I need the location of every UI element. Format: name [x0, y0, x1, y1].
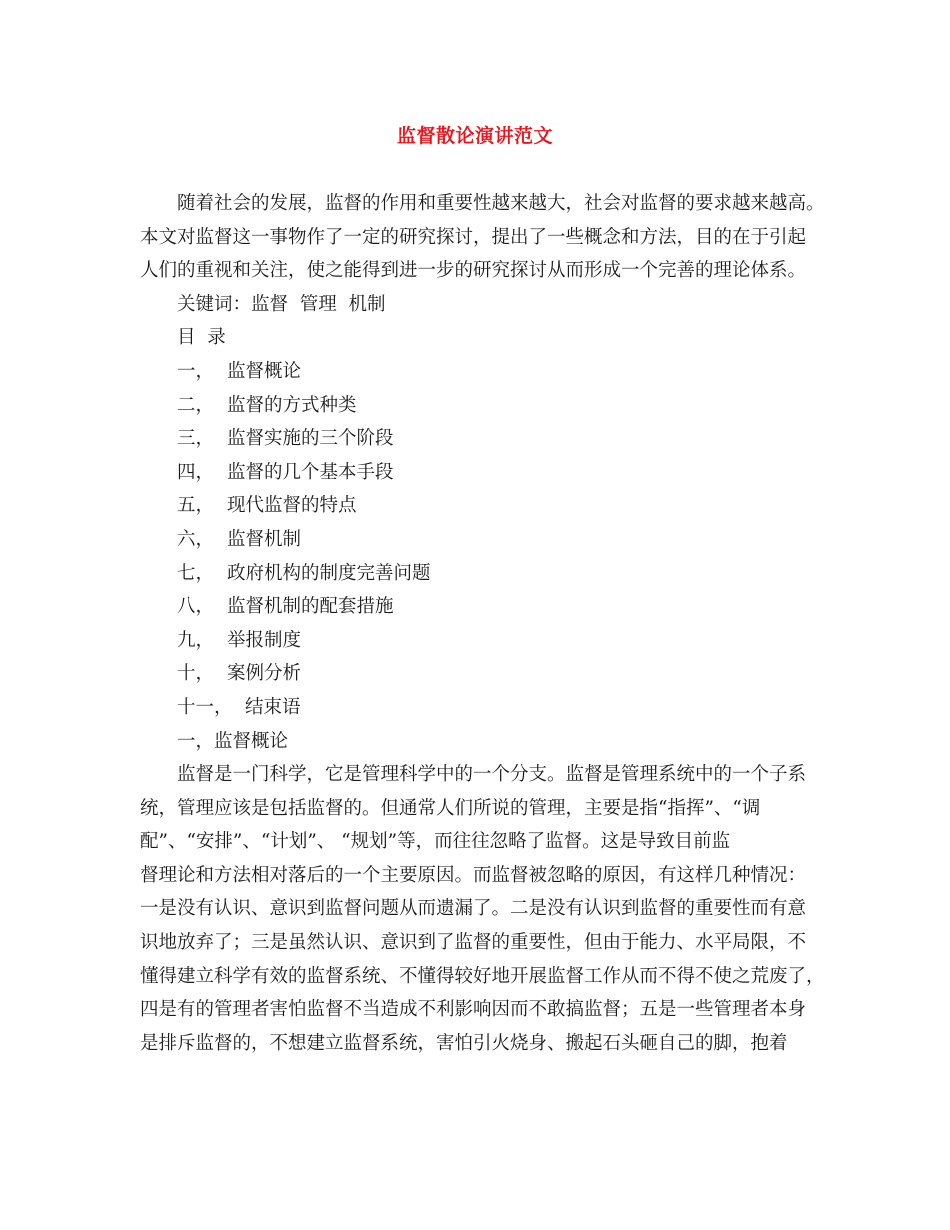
- toc-item-number: 九，: [177, 629, 215, 651]
- toc-item-text: 结束语: [245, 696, 301, 718]
- toc-item: [140, 422, 840, 456]
- abstract-line: 本文对监督这一事物作了一定的研究探讨，提出了一些概念和方法，目的在于引起: [140, 226, 807, 248]
- toc-item: [140, 691, 840, 725]
- abstract-line: 人们的重视和关注，使之能得到进一步的研究探讨从而形成一个完善的理论体系。: [140, 260, 807, 282]
- abstract-line: 随着社会的发展，监督的作用和重要性越来越大，社会对监督的要求越来越高。: [177, 193, 825, 214]
- toc-item-number: 五，: [177, 495, 215, 517]
- toc-item-text: 监督机制的配套措施: [227, 596, 394, 618]
- paragraph-line: 四是有的管理者害怕监督不当造成不利影响因而不敢搞监督；五是一些管理者本身: [140, 999, 807, 1021]
- toc-item: [140, 456, 840, 490]
- paragraph-line: 督理论和方法相对落后的一个主要原因。而监督被忽略的原因，有这样几种情况：: [140, 864, 807, 886]
- toc-item-text: 监督实施的三个阶段: [227, 428, 394, 450]
- toc-item-number: 十，: [177, 663, 215, 685]
- paragraph-line: 统，管理应该是包括监督的。但通常人们所说的管理，主要是指“指挥”、“调: [140, 797, 761, 819]
- document-body: [140, 187, 840, 1060]
- toc-item: [140, 489, 840, 523]
- toc-item-text: 政府机构的制度完善问题: [227, 562, 431, 584]
- toc-item-text: 监督概论: [227, 360, 302, 382]
- toc-item-text: 案例分析: [227, 663, 302, 685]
- toc-item-text: 举报制度: [227, 629, 302, 651]
- toc-item-number: 三，: [177, 428, 215, 450]
- toc-item-number: 二，: [177, 394, 215, 416]
- toc-item-text: 现代监督的特点: [227, 495, 357, 517]
- toc-item-number: 七，: [177, 562, 215, 584]
- toc-item: [140, 355, 840, 389]
- section-heading: 一，监督概论: [177, 730, 289, 752]
- toc-item-number: 一，: [177, 360, 215, 382]
- paragraph-line: 配”、“安排”、“计划”、 “规划”等，而往往忽略了监督。这是导致目前监: [140, 831, 731, 853]
- toc-item-number: 十一，: [177, 696, 233, 718]
- paragraph-line: 懂得建立科学有效的监督系统、不懂得较好地开展监督工作从而不得不使之荒废了，: [140, 965, 825, 987]
- toc-item: [140, 624, 840, 658]
- toc-item: [140, 523, 840, 557]
- toc-item: [140, 557, 840, 591]
- paragraph-line: 一是没有认识、意识到监督问题从而遗漏了。二是没有认识到监督的重要性而有意: [140, 898, 807, 920]
- toc-item: [140, 657, 840, 691]
- paragraph-line: 识地放弃了；三是虽然认识、意识到了监督的重要性，但由于能力、水平局限，不: [140, 932, 807, 954]
- toc-item-text: 监督的几个基本手段: [227, 461, 394, 483]
- toc-item: [140, 590, 840, 624]
- toc-item-text: 监督机制: [227, 528, 302, 550]
- toc-item-number: 四，: [177, 461, 215, 483]
- toc-item: [140, 389, 840, 423]
- document-title: 监督散论演讲范文: [396, 125, 553, 147]
- toc-item-text: 监督的方式种类: [227, 394, 357, 416]
- paragraph-line: 监督是一门科学，它是管理科学中的一个分支。监督是管理系统中的一个子系: [177, 764, 807, 786]
- paragraph-line: 是排斥监督的，不想建立监督系统，害怕引火烧身、搬起石头砸自己的脚，抱着: [140, 1032, 788, 1054]
- toc-item-number: 六，: [177, 528, 215, 550]
- toc-item-number: 八，: [177, 596, 215, 618]
- toc-heading: 目 录: [177, 327, 226, 349]
- keywords-line: 关键词：监督 管理 机制: [177, 293, 386, 315]
